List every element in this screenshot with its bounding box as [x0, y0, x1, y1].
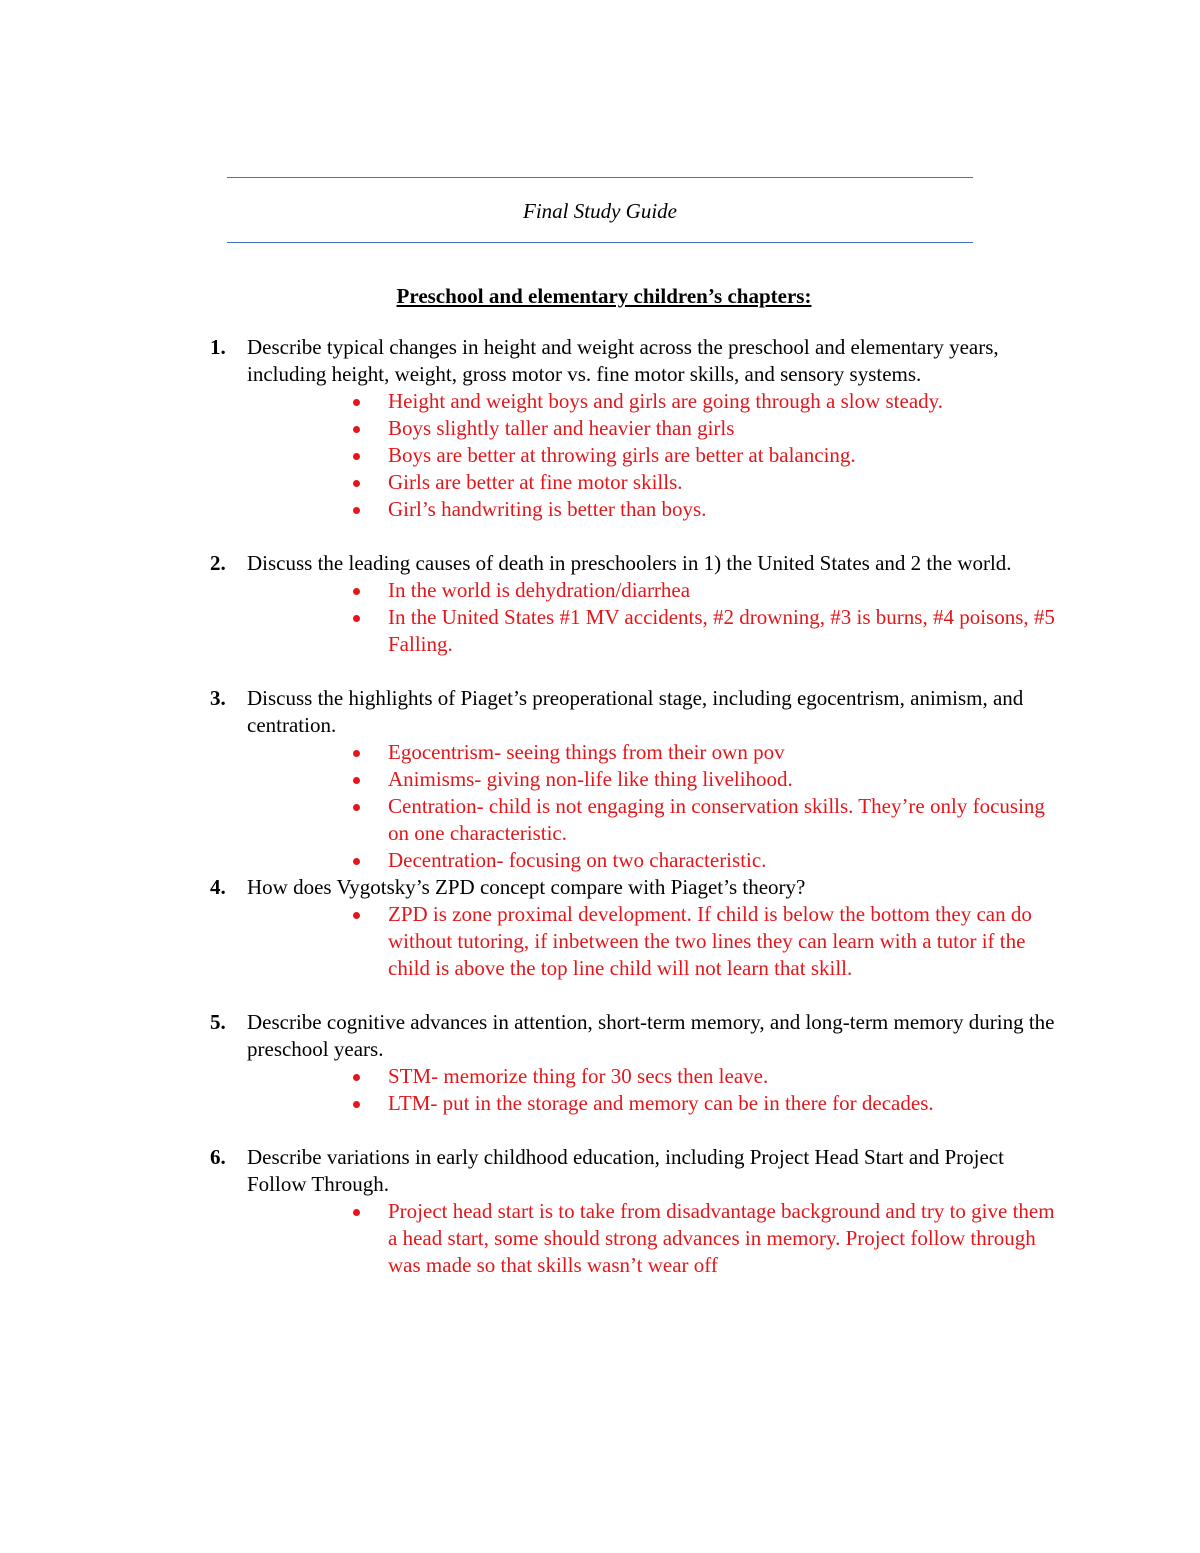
- answer-item: [388, 469, 1068, 496]
- answer-text: Egocentrism- seeing things from their own pov: [388, 740, 785, 764]
- answer-text: Centration- child is not engaging in conservation skills. They’re only focusing on one characteristic.: [388, 794, 1045, 845]
- question-1: [0, 334, 1200, 523]
- bullet-icon: [353, 1074, 360, 1081]
- answer-text: Boys are better at throwing girls are better at balancing.: [388, 443, 856, 467]
- bullet-icon: [353, 399, 360, 406]
- answer-text: STM- memorize thing for 30 secs then leave.: [388, 1064, 769, 1088]
- question-text: How does Vygotsky’s ZPD concept compare with Piaget’s theory?: [247, 875, 806, 899]
- question-number: 5.: [210, 1010, 226, 1034]
- answer-item: [388, 604, 1068, 658]
- answer-item: [388, 1063, 1068, 1090]
- bullet-icon: [353, 453, 360, 460]
- answer-item: [388, 847, 1068, 874]
- answer-text: Girls are better at fine motor skills.: [388, 470, 683, 494]
- question-text: Describe cognitive advances in attention, short-term memory, and long-term memory during the preschool years.: [247, 1010, 1055, 1061]
- answer-item: [388, 1198, 1068, 1279]
- question-number: 6.: [210, 1145, 226, 1169]
- answer-text: Girl’s handwriting is better than boys.: [388, 497, 707, 521]
- bullet-icon: [353, 480, 360, 487]
- answer-list: [0, 1063, 1200, 1117]
- bullet-icon: [353, 1209, 360, 1216]
- answer-item: [388, 766, 1068, 793]
- question-number: 4.: [210, 875, 226, 899]
- bullet-icon: [353, 426, 360, 433]
- answer-item: [388, 496, 1068, 523]
- answer-item: [388, 415, 1068, 442]
- bullet-icon: [353, 912, 360, 919]
- answer-text: Animisms- giving non-life like thing livelihood.: [388, 767, 793, 791]
- bullet-icon: [353, 615, 360, 622]
- document-title: Final Study Guide: [523, 199, 677, 223]
- answer-item: [388, 388, 1068, 415]
- question-number: 1.: [210, 335, 226, 359]
- bullet-icon: [353, 1101, 360, 1108]
- answer-item: [388, 739, 1068, 766]
- answer-text: Project head start is to take from disadvantage background and try to give them a head start, some should strong advances in memory. Project follow through was made so that skills wasn’t wear off: [388, 1199, 1055, 1277]
- question-4: [0, 874, 1200, 982]
- question-number: 3.: [210, 686, 226, 710]
- answer-text: Decentration- focusing on two characteristic.: [388, 848, 767, 872]
- answer-item: [388, 901, 1068, 982]
- answer-text: ZPD is zone proximal development. If child is below the bottom they can do without tutoring, if inbetween the two lines they can learn with a tutor if the child is above the top line child will not learn that skill.: [388, 902, 1032, 980]
- answer-list: [0, 739, 1200, 874]
- title-rule-bottom: [227, 242, 973, 243]
- answer-item: [388, 442, 1068, 469]
- answer-text: Boys slightly taller and heavier than girls: [388, 416, 735, 440]
- question-list: [0, 334, 1200, 1279]
- title-rule-top: [227, 177, 973, 178]
- bullet-icon: [353, 588, 360, 595]
- bullet-icon: [353, 777, 360, 784]
- question-text: Discuss the highlights of Piaget’s preoperational stage, including egocentrism, animism, and centration.: [247, 686, 1024, 737]
- question-text: Describe variations in early childhood education, including Project Head Start and Project Follow Through.: [247, 1145, 1004, 1196]
- bullet-icon: [353, 750, 360, 757]
- answer-text: LTM- put in the storage and memory can be in there for decades.: [388, 1091, 934, 1115]
- answer-list: [0, 388, 1200, 523]
- question-6: [0, 1144, 1200, 1279]
- bullet-icon: [353, 858, 360, 865]
- question-text: Describe typical changes in height and weight across the preschool and elementary years, including height, weight, gross motor vs. fine motor skills, and sensory systems.: [247, 335, 999, 386]
- answer-list: [0, 577, 1200, 658]
- answer-list: [0, 901, 1200, 982]
- answer-item: [388, 793, 1068, 847]
- answer-item: [388, 1090, 1068, 1117]
- section-heading: Preschool and elementary children’s chapters:: [396, 284, 812, 308]
- answer-list: [0, 1198, 1200, 1279]
- answer-text: Height and weight boys and girls are going through a slow steady.: [388, 389, 944, 413]
- bullet-icon: [353, 507, 360, 514]
- question-3: [0, 685, 1200, 874]
- question-text: Discuss the leading causes of death in preschoolers in 1) the United States and 2 the world.: [247, 551, 1012, 575]
- answer-text: In the United States #1 MV accidents, #2 drowning, #3 is burns, #4 poisons, #5 Falling.: [388, 605, 1055, 656]
- question-5: [0, 1009, 1200, 1117]
- answer-item: [388, 577, 1068, 604]
- bullet-icon: [353, 804, 360, 811]
- answer-text: In the world is dehydration/diarrhea: [388, 578, 691, 602]
- question-2: [0, 550, 1200, 658]
- question-number: 2.: [210, 551, 226, 575]
